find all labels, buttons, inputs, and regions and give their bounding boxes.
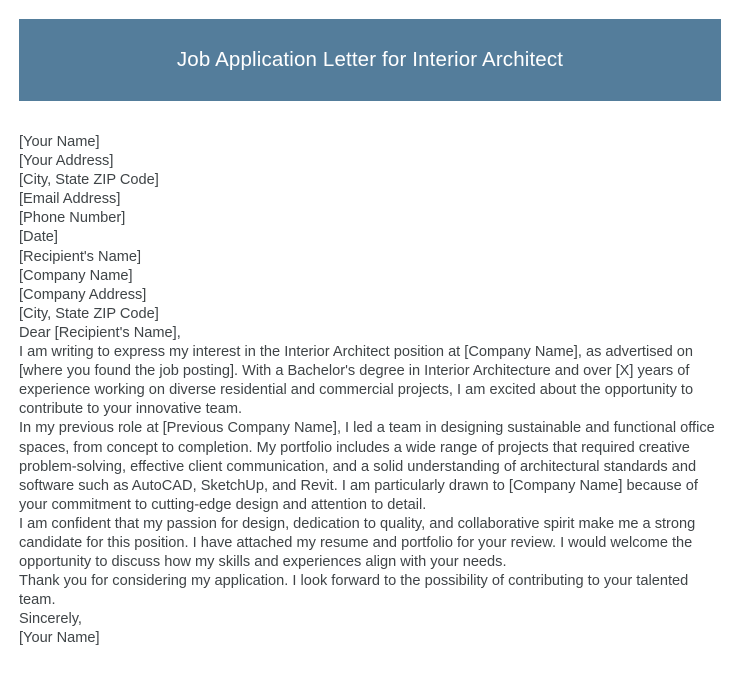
sender-line-date: [Date] [19, 229, 58, 246]
body-paragraph-1: I am writing to express my interest in the Interior Architect position at [Company Name], as advertised on [where you found the job posting]. With a Bachelor's degree in Interior Architecture and over [X] years of experience working on diverse residential and commercial projects, I am excited about the opportunity to contribute to your innovative team. [19, 344, 694, 418]
letter-body [19, 133, 724, 649]
recipient-line-company-name: [Company Name] [19, 267, 133, 284]
recipient-line-company-address: [Company Address] [19, 286, 147, 303]
signature-line: [Your Name] [19, 630, 100, 647]
sender-address-block [19, 133, 724, 248]
document-title: Job Application Letter for Interior Architect [176, 47, 564, 71]
recipient-line-name: [Recipient's Name] [19, 248, 142, 265]
sender-line-your-name: [Your Name] [19, 134, 100, 150]
body-paragraph-4: Thank you for considering my application. I look forward to the possibility of contributing to your talented team. [19, 573, 689, 609]
recipient-address-block [19, 248, 724, 324]
sender-line-phone: [Phone Number] [19, 210, 126, 227]
body-paragraph-3: I am confident that my passion for design, dedication to quality, and collaborative spirit make me a strong candidate for this position. I have attached my resume and portfolio for your review. I would welcome the opportunity to discuss how my skills and experiences align with your needs. [19, 515, 696, 571]
closing-line: Sincerely, [19, 611, 82, 628]
salutation: Dear [Recipient's Name], [19, 324, 181, 341]
sender-line-your-address: [Your Address] [19, 153, 114, 170]
sender-line-email: [Email Address] [19, 191, 121, 208]
recipient-line-city-state-zip: [City, State ZIP Code] [19, 305, 159, 322]
body-paragraph-2: In my previous role at [Previous Company Name], I led a team in designing sustainable and functional office spaces, from concept to completion. My portfolio includes a wide range of projects that required creative problem-solving, effective client communication, and a solid understanding of architectural standards and software such as AutoCAD, SketchUp, and Revit. I am particularly drawn to [Company Name] because of your commitment to cutting-edge design and attention to detail. [19, 420, 715, 513]
sender-line-city-state-zip: [City, State ZIP Code] [19, 172, 159, 189]
document-header-banner [19, 19, 721, 101]
